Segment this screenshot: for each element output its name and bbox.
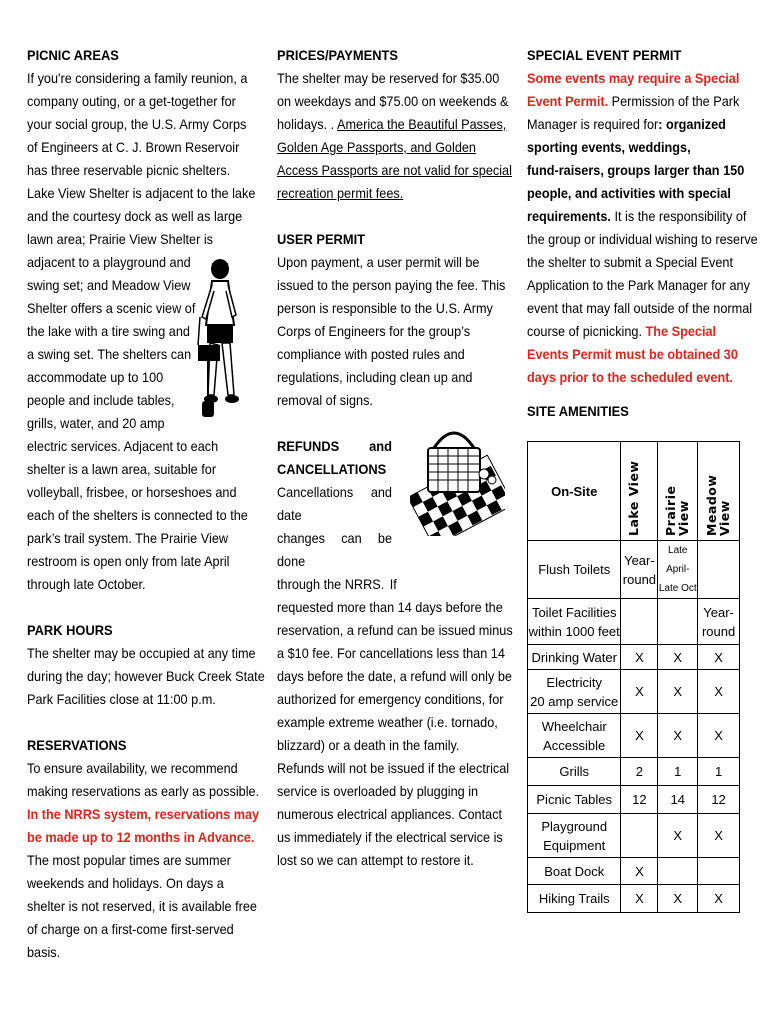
special-bold-text: sporting events, weddings,	[527, 140, 691, 155]
passes-note: recreation permit fees.	[277, 186, 404, 201]
permit-line: Upon payment, a user permit will be	[277, 255, 480, 270]
amenity-name: Drinking Water	[528, 645, 621, 670]
table-row	[528, 885, 740, 913]
cell-text: Late	[668, 545, 688, 556]
special-highlight: Events Permit must be obtained 30	[527, 347, 738, 362]
picnic-line: shelter is a lawn area, suitable for	[27, 462, 217, 477]
picnic-line: park’s trail system. The Prairie View	[27, 531, 229, 546]
special-line	[527, 113, 770, 136]
meadow-cell: X	[698, 885, 740, 913]
picnic-line: accommodate up to 100	[27, 370, 164, 385]
reservations-line: To ensure availability, we recommend	[27, 761, 238, 776]
header-onsite: On-Site	[528, 442, 621, 541]
site-amenities-heading: SITE AMENITIES	[527, 403, 629, 419]
reservations-highlight: be made up to 12 months in Advance.	[27, 830, 255, 845]
special-line	[527, 205, 770, 228]
refunds-line-end: If	[389, 577, 397, 592]
amenity-name	[528, 541, 621, 599]
refunds-line: service is overloaded by plugging in	[277, 784, 479, 799]
table-row	[528, 858, 740, 885]
picnic-line: and the courtesy dock as well as large	[27, 209, 243, 224]
refunds-heading	[277, 435, 392, 458]
passes-note: America the Beautiful Passes,	[336, 117, 507, 132]
special-text: Permission of the Park	[608, 94, 740, 109]
permit-line: person is responsible to the U.S. Army	[277, 301, 493, 316]
lake-cell	[621, 814, 658, 858]
prairie-cell	[658, 599, 698, 645]
hours-line: during the day; however Buck Creek State	[27, 669, 265, 684]
lake-cell: X	[621, 858, 658, 885]
picnic-line: your social group, the U.S. Army Corps	[27, 117, 247, 132]
reservations-line: basis.	[27, 945, 61, 960]
permit-line: issued to the person paying the fee. This	[277, 278, 506, 293]
header-meadow	[698, 442, 740, 541]
refunds-line: blizzard) or a death in the family.	[277, 738, 460, 753]
prices-line: on weekdays and $75.00 on weekends &	[277, 94, 509, 109]
lake-cell	[621, 599, 658, 645]
site-amenities-table	[527, 441, 740, 913]
picnic-line: swing set; and Meadow View	[27, 278, 191, 293]
amenity-name	[528, 670, 621, 714]
refunds-line: authorized for emergency conditions, for	[277, 692, 504, 707]
special-highlight: Some events may require a Special	[527, 71, 740, 86]
meadow-cell: X	[698, 714, 740, 758]
refunds-line: days before the date, a refund will only be	[277, 669, 512, 684]
cell-text: Year-	[703, 604, 734, 620]
reservations-line: shelter is not reserved, it is available free	[27, 899, 257, 914]
prairie-cell	[658, 541, 698, 599]
special-highlight: Event Permit.	[527, 94, 609, 109]
refunds-title: REFUNDS	[277, 438, 340, 454]
lake-cell: 2	[621, 758, 658, 786]
special-bold	[527, 182, 770, 205]
amenity-name-text: Electricity	[546, 674, 603, 690]
table-row	[528, 645, 740, 670]
table-row	[528, 599, 740, 645]
special-line: Application to the Park Manager for any	[527, 278, 750, 293]
header-meadow-label: Meadow View	[703, 474, 732, 536]
header-lake	[621, 442, 658, 541]
special-bold	[527, 159, 770, 182]
cell-text: round	[622, 571, 657, 587]
picnic-line: grills, water, and 20 amp	[27, 416, 165, 431]
header-lake-label: Lake View	[626, 460, 642, 536]
hours-line: Park Facilities close at 11:00 p.m.	[27, 692, 216, 707]
picnic-line: a swing set. The shelters can	[27, 347, 192, 362]
picnic-line: through late October.	[27, 577, 146, 592]
permit-line: regulations, including clean up and	[277, 370, 473, 385]
permit-line: Corps of Engineers for the group’s	[277, 324, 471, 339]
amenity-name-text: Playground	[541, 818, 608, 834]
picnic-line: Lake View Shelter is adjacent to the lake	[27, 186, 256, 201]
picnic-line: the lake with a tire swing and	[27, 324, 190, 339]
table-row	[528, 758, 740, 786]
amenity-name	[528, 714, 621, 758]
special-event-heading: SPECIAL EVENT PERMIT	[527, 47, 682, 63]
lake-cell: X	[621, 714, 658, 758]
special-bold-text: people, and activities with special	[527, 186, 731, 201]
user-permit-heading: USER PERMIT	[277, 231, 366, 247]
lake-cell	[621, 541, 658, 599]
amenity-name	[528, 599, 621, 645]
refunds-line: changes can be done	[277, 531, 392, 569]
lake-cell: 12	[621, 786, 658, 814]
passes-note: Golden Age Passports, and Golden	[277, 140, 477, 155]
amenity-name-text: Equipment	[543, 837, 606, 853]
permit-line: compliance with posted rules and	[277, 347, 465, 362]
cell-text: round	[701, 623, 736, 639]
header-prairie	[658, 442, 698, 541]
special-bold-text: fund-raisers, groups larger than 150	[527, 163, 745, 178]
prices-heading: PRICES/PAYMENTS	[277, 47, 398, 63]
lake-cell: X	[621, 885, 658, 913]
reservations-line: The most popular times are summer	[27, 853, 231, 868]
special-line: event that may fall outside of the normal	[527, 301, 753, 316]
special-bold-text: requirements.	[527, 209, 611, 224]
table-row	[528, 670, 740, 714]
amenity-name-text: Flush Toilets	[538, 562, 611, 577]
special-line: the group or individual wishing to reserve	[527, 232, 758, 247]
refunds-line: reservation, a refund can be issued minus	[277, 623, 513, 638]
meadow-cell: X	[698, 670, 740, 714]
picnic-basket-icon	[410, 418, 505, 536]
refunds-line: Refunds will not be issued if the electrical	[277, 761, 510, 776]
prairie-cell: X	[658, 885, 698, 913]
prairie-cell: X	[658, 670, 698, 714]
refunds-line-start: through the NRRS.	[277, 577, 385, 592]
meadow-cell	[698, 858, 740, 885]
column-right	[527, 44, 770, 423]
reservations-line: making reservations as early as possible.	[27, 784, 260, 799]
amenity-name-text: Wheelchair	[541, 718, 607, 734]
amenity-name: Picnic Tables	[528, 786, 621, 814]
meadow-cell: X	[698, 645, 740, 670]
cancellations-heading: CANCELLATIONS	[277, 461, 387, 477]
amenity-name: Hiking Trails	[528, 885, 621, 913]
prairie-cell: X	[658, 714, 698, 758]
picnic-line: Shelter offers a scenic view of	[27, 301, 196, 316]
prairie-cell: X	[658, 645, 698, 670]
special-bold	[527, 136, 770, 159]
amenity-name-text: Accessible	[543, 737, 606, 753]
refunds-line: a $10 fee. For cancellations less than 14	[277, 646, 505, 661]
reservations-line: weekends and holidays. On days a	[27, 876, 224, 891]
prairie-cell: X	[658, 814, 698, 858]
passes-note: Access Passports are not valid for special	[277, 163, 512, 178]
prairie-cell	[658, 858, 698, 885]
picnic-line: company outing, or a get-together for	[27, 94, 236, 109]
special-highlight: days prior to the scheduled event.	[527, 370, 733, 385]
refunds-title-and: and	[369, 438, 392, 454]
refunds-line: us immediately if the electrical service is	[277, 830, 503, 845]
cell-text: Late Oct	[658, 583, 697, 594]
prairie-cell: 14	[658, 786, 698, 814]
picnic-line: If you're considering a family reunion, a	[27, 71, 248, 86]
hours-line: The shelter may be occupied at any time	[27, 646, 256, 661]
meadow-cell	[698, 541, 740, 599]
picnic-line: people and include tables,	[27, 393, 175, 408]
meadow-cell	[698, 599, 740, 645]
amenity-name: Grills	[528, 758, 621, 786]
picnic-line: of Engineers at C. J. Brown Reservoir	[27, 140, 240, 155]
meadow-cell: 12	[698, 786, 740, 814]
refunds-line: Cancellations and date	[277, 485, 392, 523]
cell-text: Year-	[624, 552, 655, 568]
park-hours-heading: PARK HOURS	[27, 622, 113, 638]
picnic-line: lawn area; Prairie View Shelter is	[27, 232, 214, 247]
table-row	[528, 786, 740, 814]
header-prairie-label: Prairie View	[662, 485, 691, 536]
lake-cell: X	[621, 670, 658, 714]
special-line	[527, 320, 770, 343]
table-row	[528, 541, 740, 599]
prices-line: The shelter may be reserved for $35.00	[277, 71, 500, 86]
picnic-line: adjacent to a playground and	[27, 255, 191, 270]
meadow-cell: X	[698, 814, 740, 858]
picnic-line: electric services. Adjacent to each	[27, 439, 219, 454]
prairie-cell: 1	[658, 758, 698, 786]
special-line	[527, 90, 770, 113]
reservations-heading: RESERVATIONS	[27, 737, 127, 753]
lake-cell: X	[621, 645, 658, 670]
refunds-line: numerous electrical appliances. Contact	[277, 807, 503, 822]
picnic-line: each of the shelters is connected to the	[27, 508, 248, 523]
special-text: It is the responsibility of	[610, 209, 747, 224]
reservations-highlight: In the NRRS system, reservations may	[27, 807, 260, 822]
table-header-row	[528, 442, 740, 541]
amenity-name: Boat Dock	[528, 858, 621, 885]
amenity-name	[528, 814, 621, 858]
reservations-line: of charge on a first-come first-served	[27, 922, 234, 937]
cell-text: April-	[666, 564, 690, 575]
picnic-line: has three reservable picnic shelters.	[27, 163, 231, 178]
table-row	[528, 814, 740, 858]
special-line: the shelter to submit a Special Event	[527, 255, 734, 270]
golfer-icon	[190, 255, 250, 425]
special-text: course of picnicking.	[527, 324, 646, 339]
amenity-name-text: within 1000 feet	[528, 623, 620, 639]
refunds-line: requested more than 14 days before the	[277, 600, 503, 615]
special-highlight: The Special	[645, 324, 717, 339]
special-text: Manager is required for	[527, 117, 659, 132]
picnic-areas-heading: PICNIC AREAS	[27, 47, 119, 63]
special-bold: : organized	[658, 117, 726, 132]
meadow-cell: 1	[698, 758, 740, 786]
permit-line: removal of signs.	[277, 393, 373, 408]
picnic-line: volleyball, frisbee, or horseshoes and	[27, 485, 237, 500]
refunds-line: lost so we can attempt to restore it.	[277, 853, 474, 868]
amenity-name-text: Toilet Facilities	[531, 604, 617, 620]
amenity-name-text: 20 amp service	[530, 693, 619, 709]
prices-line-start: holidays. .	[277, 117, 337, 132]
picnic-line: restroom is open only from late April	[27, 554, 230, 569]
refunds-line: example extreme weather (i.e. tornado,	[277, 715, 498, 730]
table-row	[528, 714, 740, 758]
